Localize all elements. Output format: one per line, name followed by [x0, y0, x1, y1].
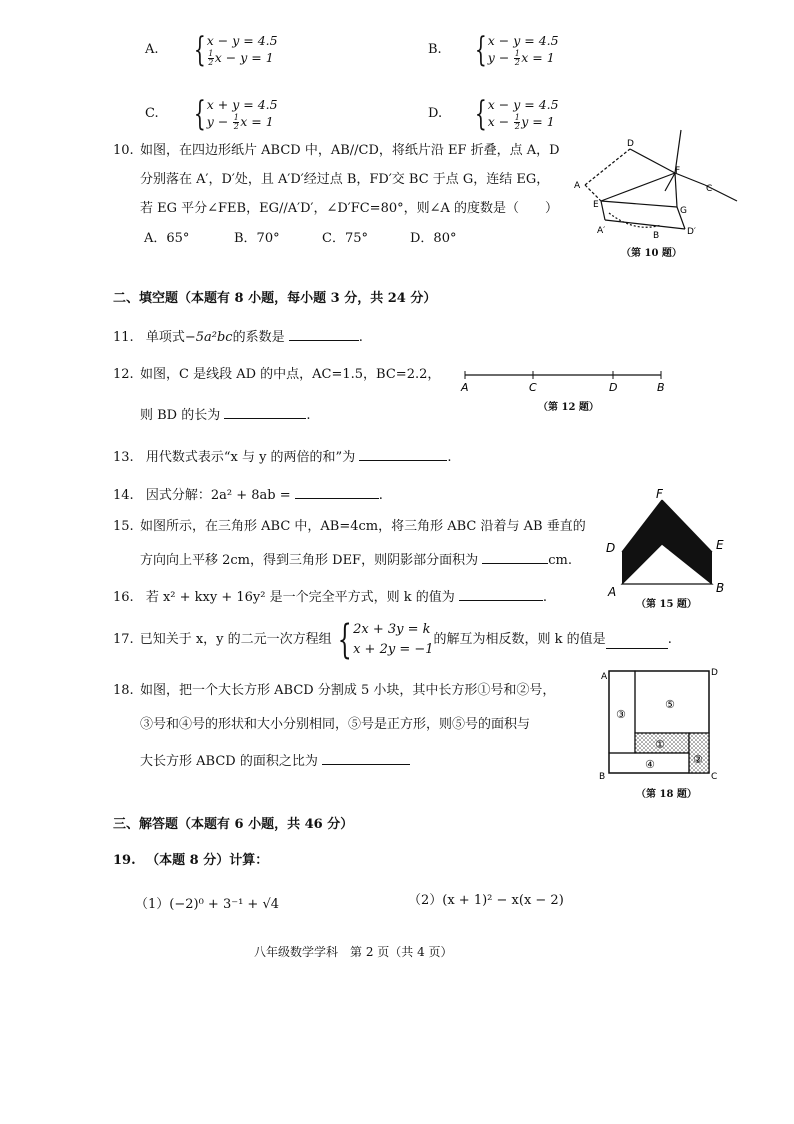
q15-label-e: E [716, 538, 724, 552]
q10-label-c: C [706, 184, 713, 194]
q15-label-d: D [606, 541, 616, 555]
fraction-half: $\frac{1}{2}$ [514, 113, 520, 131]
q19-part-1: （1）(−2)⁰ + 3⁻¹ + √4 [135, 897, 280, 912]
q10-label-b: B [653, 231, 660, 241]
q18-region-2: ② [693, 753, 703, 766]
q12-number: 12. [113, 367, 134, 382]
q18-answer-blank[interactable] [322, 750, 410, 765]
q10-option-a: A．65° [144, 231, 190, 246]
page-footer: 八年级数学学科 第 2 页（共 4 页） [254, 945, 453, 959]
q12-point-b: B [657, 381, 665, 394]
q9-option-b: B. { x − y = 4.5 y − $\frac{1}{2}$ x = 1 [428, 29, 559, 70]
q11: 11. 单项式−5a²bc的系数是 . [113, 326, 363, 347]
q15-label-f: F [656, 487, 663, 501]
q16: 16. 若 x² + kxy + 16y² 是一个完全平方式，则 k 的值为 . [113, 586, 547, 607]
q18-region-4: ④ [645, 758, 655, 771]
q10-label-g: G [680, 206, 687, 216]
q10-label-a-prime: A′ [597, 226, 606, 236]
q18-line-2: ③号和④号的形状和大小分别相同，⑤号是正方形，则⑤号的面积与 [140, 717, 531, 732]
fraction-half: $\frac{1}{2}$ [514, 49, 520, 67]
q15-line-1: 如图所示，在三角形 ABC 中，AB=4cm，将三角形 ABC 沿着与 AB 垂直的 [140, 519, 586, 534]
q18-region-5: ⑤ [665, 698, 675, 711]
q10-option-d: D．80° [410, 231, 457, 246]
q12-point-c: C [529, 381, 537, 394]
q10-label-f: F [675, 166, 681, 176]
q12-segment-figure [455, 360, 675, 394]
q10-option-c: C．75° [322, 231, 368, 246]
q19-header: 19. （本题 8 分）计算： [113, 853, 269, 868]
q15-caption: （第 15 题） [636, 599, 697, 610]
q19-part-2: （2）(x + 1)² − x(x − 2) [408, 893, 564, 908]
q10-label-d-prime: D′ [687, 227, 696, 237]
q18-region-3: ③ [616, 708, 626, 721]
q15-label-a: A [608, 585, 617, 598]
q15-answer-blank[interactable] [482, 549, 548, 564]
q15-figure [600, 486, 740, 598]
q9-option-d: D. { x − y = 4.5 x − $\frac{1}{2}$ y = 1 [428, 93, 559, 134]
q13: 13. 用代数式表示“x 与 y 的两倍的和”为 . [113, 446, 451, 467]
q10-label-e: E [593, 200, 599, 210]
q14-answer-blank[interactable] [295, 484, 379, 499]
fraction-half: $\frac{1}{2}$ [233, 113, 239, 131]
section-3-heading: 三、解答题（本题有 6 小题，共 46 分） [113, 817, 354, 832]
q12-answer-blank[interactable] [224, 404, 306, 419]
q18-label-d: D [711, 668, 718, 678]
q18-number: 18. [113, 683, 134, 698]
q9-option-a: A. { x − y = 4.5 $\frac{1}{2}$ x − y = 1 [145, 29, 278, 70]
q18-label-c: C [711, 772, 718, 782]
q10-caption: （第 10 题） [621, 248, 682, 259]
q18-region-1: ① [655, 738, 665, 751]
q13-answer-blank[interactable] [359, 446, 447, 461]
q12-caption: （第 12 题） [538, 402, 599, 413]
q18-line-1: 如图，把一个大长方形 ABCD 分割成 5 小块，其中长方形①号和②号， [140, 683, 556, 698]
q10-option-b: B．70° [234, 231, 280, 246]
q12-point-d: D [609, 381, 618, 394]
q15-label-c: C [660, 547, 669, 561]
q15-number: 15. [113, 519, 134, 534]
q18-figure [595, 663, 725, 783]
section-2-heading: 二、填空题（本题有 8 小题，每小题 3 分，共 24 分） [113, 291, 437, 306]
q16-answer-blank[interactable] [459, 586, 543, 601]
q10-line-1: 如图，在四边形纸片 ABCD 中，AB//CD，将纸片沿 EF 折叠，点 A，D [140, 143, 560, 158]
fraction-half: $\frac{1}{2}$ [208, 49, 214, 67]
q10-label-d: D [627, 139, 634, 149]
q9-option-c: C. { x + y = 4.5 y − $\frac{1}{2}$ x = 1 [145, 93, 278, 134]
q15-line-2: 方向向上平移 2cm，得到三角形 DEF，则阴影部分面积为 cm. [140, 549, 572, 570]
q18-caption: （第 18 题） [636, 789, 697, 800]
q10-line-2: 分别落在 A′，D′处，且 A′D′经过点 B，FD′交 BC 于点 G，连结 EG， [140, 172, 550, 187]
q10-line-3: 若 EG 平分∠FEB，EG//A′D′，∠D′FC=80°，则∠A 的度数是（ ） [140, 201, 559, 216]
q12-line-2: 则 BD 的长为 . [140, 404, 311, 425]
q18-label-b: B [599, 772, 606, 782]
q10-label-a: A [574, 181, 581, 191]
q18-line-3: 大长方形 ABCD 的面积之比为 [140, 750, 410, 771]
q12-line-1: 如图，C 是线段 AD 的中点，AC=1.5，BC=2.2， [140, 367, 441, 382]
q10-number: 10. [113, 143, 134, 158]
q17: 17. 已知关于 x，y 的二元一次方程组 { 2x + 3y = k x + 2y = −1 的解互为相反数，则 k 的值是 . [113, 617, 672, 663]
q12-point-a: A [461, 381, 469, 394]
q14: 14. 因式分解：2a² + 8ab = . [113, 484, 383, 505]
q18-label-a: A [601, 672, 608, 682]
q17-answer-blank[interactable] [606, 634, 668, 649]
q15-label-b: B [716, 581, 725, 595]
q11-answer-blank[interactable] [289, 326, 359, 341]
